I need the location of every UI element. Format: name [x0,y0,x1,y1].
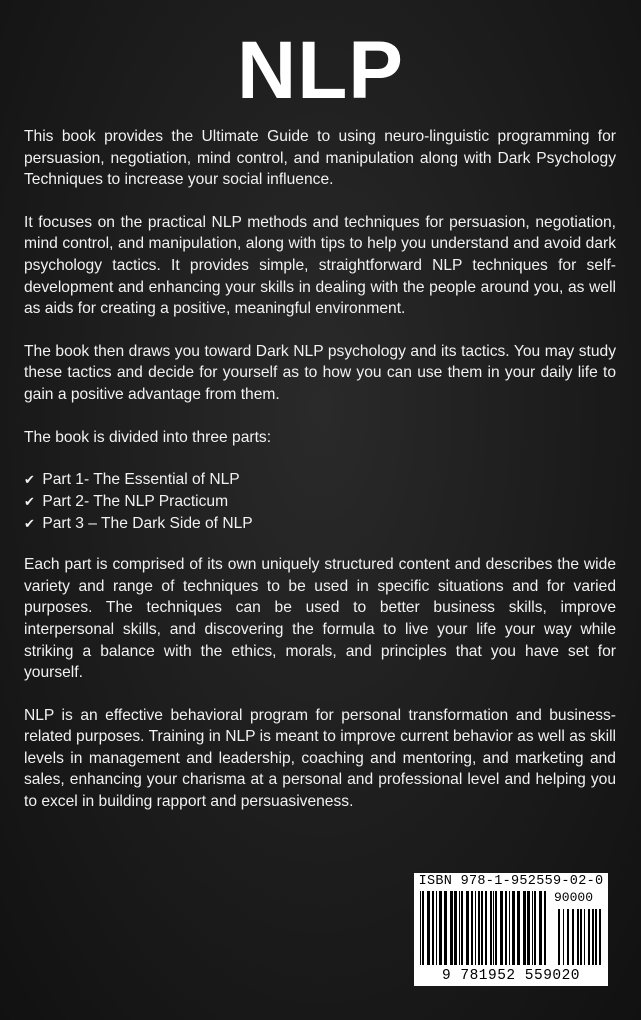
barcode-digits: 9 781952 559020 [441,968,581,984]
isbn-barcode [414,873,608,986]
list-item [24,513,616,534]
part-label: Part 3 – The Dark Side of NLP [42,515,253,533]
list-item [24,469,616,490]
checkmark-icon: ✔ [24,494,35,510]
checkmark-icon: ✔ [24,516,35,532]
part-label: Part 1- The Essential of NLP [42,471,240,489]
paragraph-parts-description: Each part is comprised of its own uniquely structured content and describes the wide variety and range of techniques to be used in specific situations and for varied purposes. The techniques can be used to better business skills, improve interpersonal skills, and discovering the formula to live your life your way while striking a balance with the ethics, morals, and principles that you have set for yourself. [24,556,616,682]
price-code: 90000 [554,890,594,905]
back-cover-blurb [24,126,616,834]
paragraph-parts-intro: The book is divided into three parts: [24,428,272,446]
checkmark-icon: ✔ [24,472,35,488]
part-label: Part 2- The NLP Practicum [42,493,229,511]
isbn-label: ISBN 978-1-952559-02-0 [418,874,604,889]
paragraph-dark-nlp: The book then draws you toward Dark NLP psychology and its tactics. You may study these tactics and decide for yourself as to how you can use them in your daily life to gain a positive advantage from them. [24,342,616,403]
parts-list [24,469,616,534]
paragraph-focus: It focuses on the practical NLP methods and techniques for persuasion, negotiation, mind control, and manipulation, along with tips to help you understand and avoid dark psychology tactics. It provides simple, straightforward NLP techniques for self-development and enhancing your skills in dealing with the people around you, as well as aids for creating a positive, meaningful environment. [24,213,616,318]
list-item [24,491,616,512]
paragraph-intro: This book provides the Ultimate Guide to using neuro-linguistic programming for persuasion, negotiation, mind control, and manipulation along with Dark Psychology Techniques to increase your social influence. [24,128,616,189]
book-title: NLP [237,25,404,116]
paragraph-nlp-summary: NLP is an effective behavioral program for personal transformation and business-related purposes. Training in NLP is meant to improve current behavior as well as skill levels in management and leadership, coaching and mentoring, and marketing and sales, enhancing your charisma at a personal and professional level and helping you to excel in building rapport and persuasiveness. [24,706,616,811]
